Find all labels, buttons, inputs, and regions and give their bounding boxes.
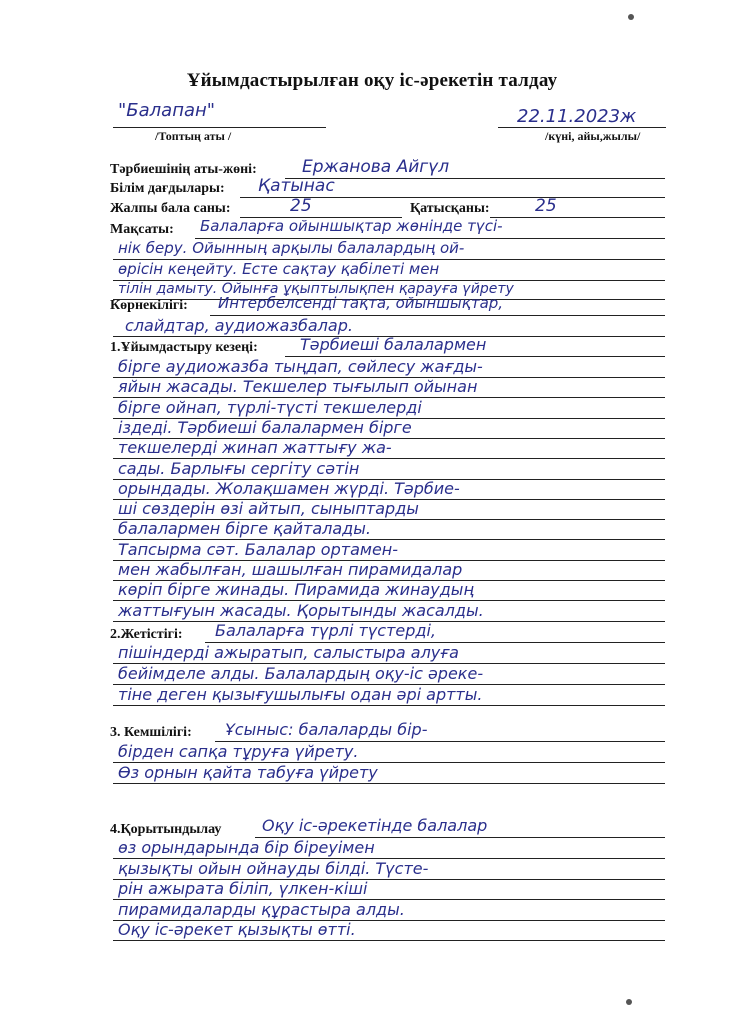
group-underline bbox=[113, 127, 326, 128]
goal-line: нік беру. Ойынның арқылы балалардың ой- bbox=[118, 239, 465, 257]
weakness-line: Өз орнын қайта табуға үйрету bbox=[118, 763, 378, 782]
achievement-label: 2.Жетістігі: bbox=[110, 627, 183, 642]
weakness-underline bbox=[113, 783, 665, 784]
teacher-value: Ержанова Айгүл bbox=[302, 157, 450, 177]
conclusion-line: пирамидаларды құрастыра алды. bbox=[118, 899, 405, 919]
achievement-underline bbox=[113, 705, 665, 706]
punch-dot bbox=[628, 14, 634, 20]
present-label: Қатысқаны: bbox=[410, 201, 490, 216]
goal-line: өрісін кеңейту. Есте сақтау қабілеті мен bbox=[118, 260, 440, 278]
conclusion-line: Оқу іс-әрекет қызықты өтті. bbox=[118, 920, 356, 939]
visual-line: Интербелсенді тақта, ойыншықтар, bbox=[218, 294, 504, 312]
goal-line: тілін дамыту. Ойынға ұқыптылықпен қарауға үйрету bbox=[118, 281, 514, 297]
date-caption: /күні, айы,жылы/ bbox=[545, 129, 641, 143]
date-value: 22.11.2023ж bbox=[517, 106, 637, 127]
org-label: 1.Ұйымдастыру кезеңі: bbox=[110, 340, 258, 355]
skills-label: Білім дағдылары: bbox=[110, 181, 225, 196]
conclusion-label: 4.Қорытындылау bbox=[110, 822, 222, 837]
org-line: бірге ойнап, түрлі-түсті текшелерді bbox=[118, 397, 422, 417]
punch-dot bbox=[626, 999, 632, 1005]
org-line: текшелерді жинап жаттығу жа- bbox=[118, 438, 392, 458]
org-line: орындады. Жолақшамен жүрді. Тәрбие- bbox=[118, 478, 460, 498]
achievement-line: пішіндерді ажыратып, салыстыра алуға bbox=[118, 643, 459, 662]
visual-label: Көрнекілігі: bbox=[110, 298, 188, 313]
group-value: "Балапан" bbox=[118, 100, 216, 121]
date-underline bbox=[498, 127, 666, 128]
achievement-line: Балаларға түрлі түстерді, bbox=[215, 621, 436, 640]
teacher-label: Тәрбиешінің аты-жөні: bbox=[110, 162, 257, 177]
org-line: сады. Барлығы сергіту сәтін bbox=[118, 458, 360, 478]
total-label: Жалпы бала саны: bbox=[110, 201, 231, 216]
org-line: бірге аудиожазба тыңдап, сөйлесу жағды- bbox=[118, 357, 483, 376]
conclusion-line: қызықты ойын ойнауды білді. Түсте- bbox=[118, 858, 429, 878]
visual-line: слайдтар, аудиожазбалар. bbox=[125, 316, 353, 335]
skills-value: Қатынас bbox=[258, 176, 335, 196]
conclusion-line: өз орындарында бір біреуімен bbox=[118, 838, 375, 857]
conclusion-line: Оқу іс-әрекетінде балалар bbox=[262, 816, 488, 835]
achievement-line: бейімделе алды. Балалардың оқу-іс әреке- bbox=[118, 664, 484, 683]
org-line: көріп бірге жинады. Пирамида жинаудың bbox=[118, 580, 474, 600]
teacher-underline bbox=[285, 178, 665, 179]
goal-label: Мақсаты: bbox=[110, 222, 174, 237]
org-line: Тәрбиеші балалармен bbox=[300, 335, 487, 354]
org-line: Тапсырма сәт. Балалар ортамен- bbox=[118, 539, 399, 559]
org-line: ші сөздерін өзі айтып, сыныптарды bbox=[118, 499, 419, 519]
page-title: Ұйымдастырылған оқу іс-әрекетін талдау bbox=[186, 70, 558, 91]
org-line: яйын жасады. Текшелер тығылып ойынан bbox=[118, 377, 478, 397]
org-line: жаттығуын жасады. Қорытынды жасалды. bbox=[118, 600, 484, 620]
goal-line: Балаларға ойыншықтар жөнінде түсі- bbox=[200, 217, 503, 235]
org-line: балалармен бірге қайталады. bbox=[118, 519, 371, 539]
present-value: 25 bbox=[535, 196, 557, 216]
achievement-line: тіне деген қызығушылығы одан әрі артты. bbox=[118, 685, 483, 704]
weakness-label: 3. Кемшілігі: bbox=[110, 725, 192, 740]
present-underline bbox=[490, 217, 665, 218]
org-line: іздеді. Тәрбиеші балалармен бірге bbox=[118, 417, 412, 437]
total-value: 25 bbox=[290, 196, 312, 216]
group-caption: /Топтың аты / bbox=[155, 129, 232, 143]
conclusion-underline bbox=[113, 940, 665, 941]
org-line: мен жабылған, шашылған пирамидалар bbox=[118, 560, 463, 579]
weakness-line: Ұсыныс: балаларды бір- bbox=[225, 720, 428, 739]
weakness-line: бірден сапқа тұруға үйрету. bbox=[118, 742, 359, 761]
conclusion-line: рін ажырата біліп, үлкен-кіші bbox=[118, 879, 368, 898]
